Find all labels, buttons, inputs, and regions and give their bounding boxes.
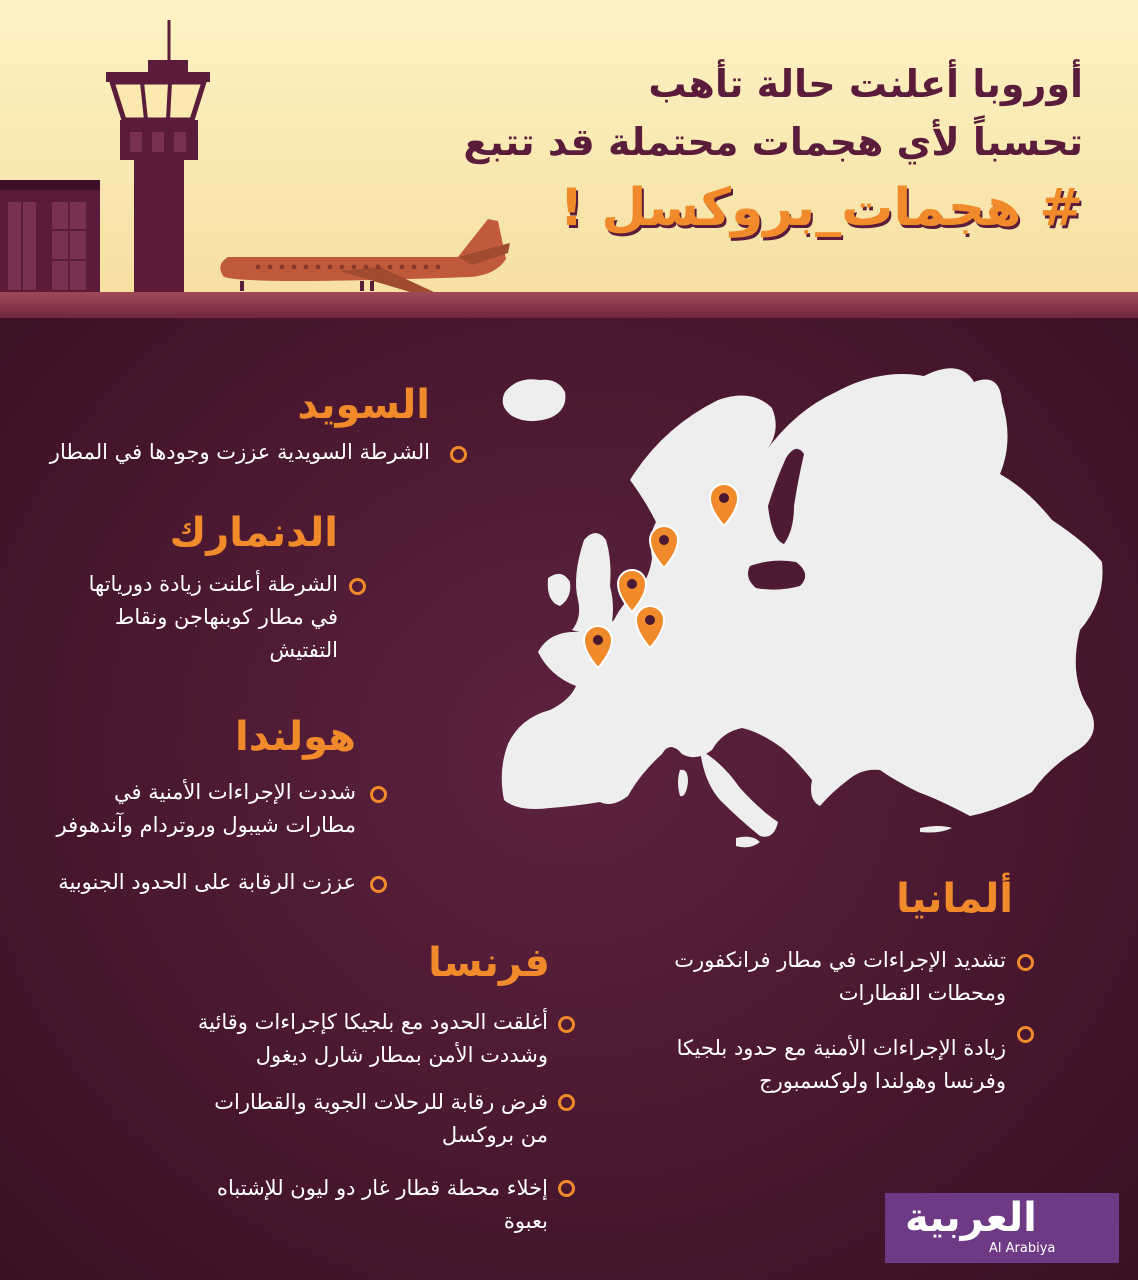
control-tower-icon — [100, 20, 215, 298]
alarabiya-logo — [885, 1193, 1119, 1263]
netherlands-item1-line1: شددت الإجراءات الأمنية في — [114, 780, 356, 804]
netherlands-title: هولندا — [235, 714, 356, 760]
denmark-item-line1: الشرطة أعلنت زيادة دورياتها — [88, 572, 338, 596]
france-item2-line1: فرض رقابة للرحلات الجوية والقطارات — [214, 1090, 548, 1114]
bullet-icon — [558, 1180, 575, 1197]
header-banner — [0, 0, 1138, 300]
bullet-icon — [558, 1094, 575, 1111]
denmark-title: الدنمارك — [169, 510, 338, 556]
france-title: فرنسا — [428, 940, 550, 986]
germany-title: ألمانيا — [896, 876, 1013, 922]
terminal-building-icon — [0, 180, 100, 295]
header-title-line1: أوروبا أعلنت حالة تأهب — [648, 62, 1083, 106]
netherlands-item1-line2: مطارات شيبول وروتردام وآندهوفر — [56, 813, 356, 837]
bullet-icon — [558, 1016, 575, 1033]
bullet-icon — [349, 578, 366, 595]
header-hashtag: # هجمات_بروكسل ! — [559, 178, 1083, 238]
bullet-icon — [1017, 1026, 1034, 1043]
germany-item2-line1: زيادة الإجراءات الأمنية مع حدود بلجيكا — [676, 1036, 1006, 1060]
bullet-icon — [450, 446, 467, 463]
france-item1-line1: أغلقت الحدود مع بلجيكا كإجراءات وقائية — [197, 1010, 548, 1034]
europe-map — [400, 330, 1120, 850]
france-item3-line1: إخلاء محطة قطار غار دو ليون للإشتباه — [217, 1176, 548, 1200]
sweden-item: الشرطة السويدية عززت وجودها في المطار — [49, 440, 430, 464]
france-item1-line2: وشددت الأمن بمطار شارل ديغول — [255, 1043, 548, 1067]
logo-english: Al Arabiya — [989, 1241, 1056, 1256]
france-item3-line2: بعبوة — [503, 1209, 548, 1233]
germany-item1-line1: تشديد الإجراءات في مطار فرانكفورت — [674, 948, 1006, 972]
denmark-item-line2: في مطار كوبنهاجن ونقاط — [114, 605, 338, 629]
logo-arabic: العربية — [905, 1195, 1037, 1241]
bullet-icon — [1017, 954, 1034, 971]
bullet-icon — [370, 876, 387, 893]
netherlands-item2: عززت الرقابة على الحدود الجنوبية — [58, 870, 356, 894]
sweden-title: السويد — [297, 382, 430, 428]
airplane-icon — [210, 215, 515, 297]
denmark-item-line3: التفتيش — [269, 638, 338, 662]
header-title-line2: تحسباً لأي هجمات محتملة قد تتبع — [463, 120, 1083, 164]
germany-item2-line2: وفرنسا وهولندا ولوكسمبورج — [759, 1069, 1006, 1093]
germany-item1-line2: ومحطات القطارات — [838, 981, 1006, 1005]
france-item2-line2: من بروكسل — [441, 1123, 548, 1147]
bullet-icon — [370, 786, 387, 803]
